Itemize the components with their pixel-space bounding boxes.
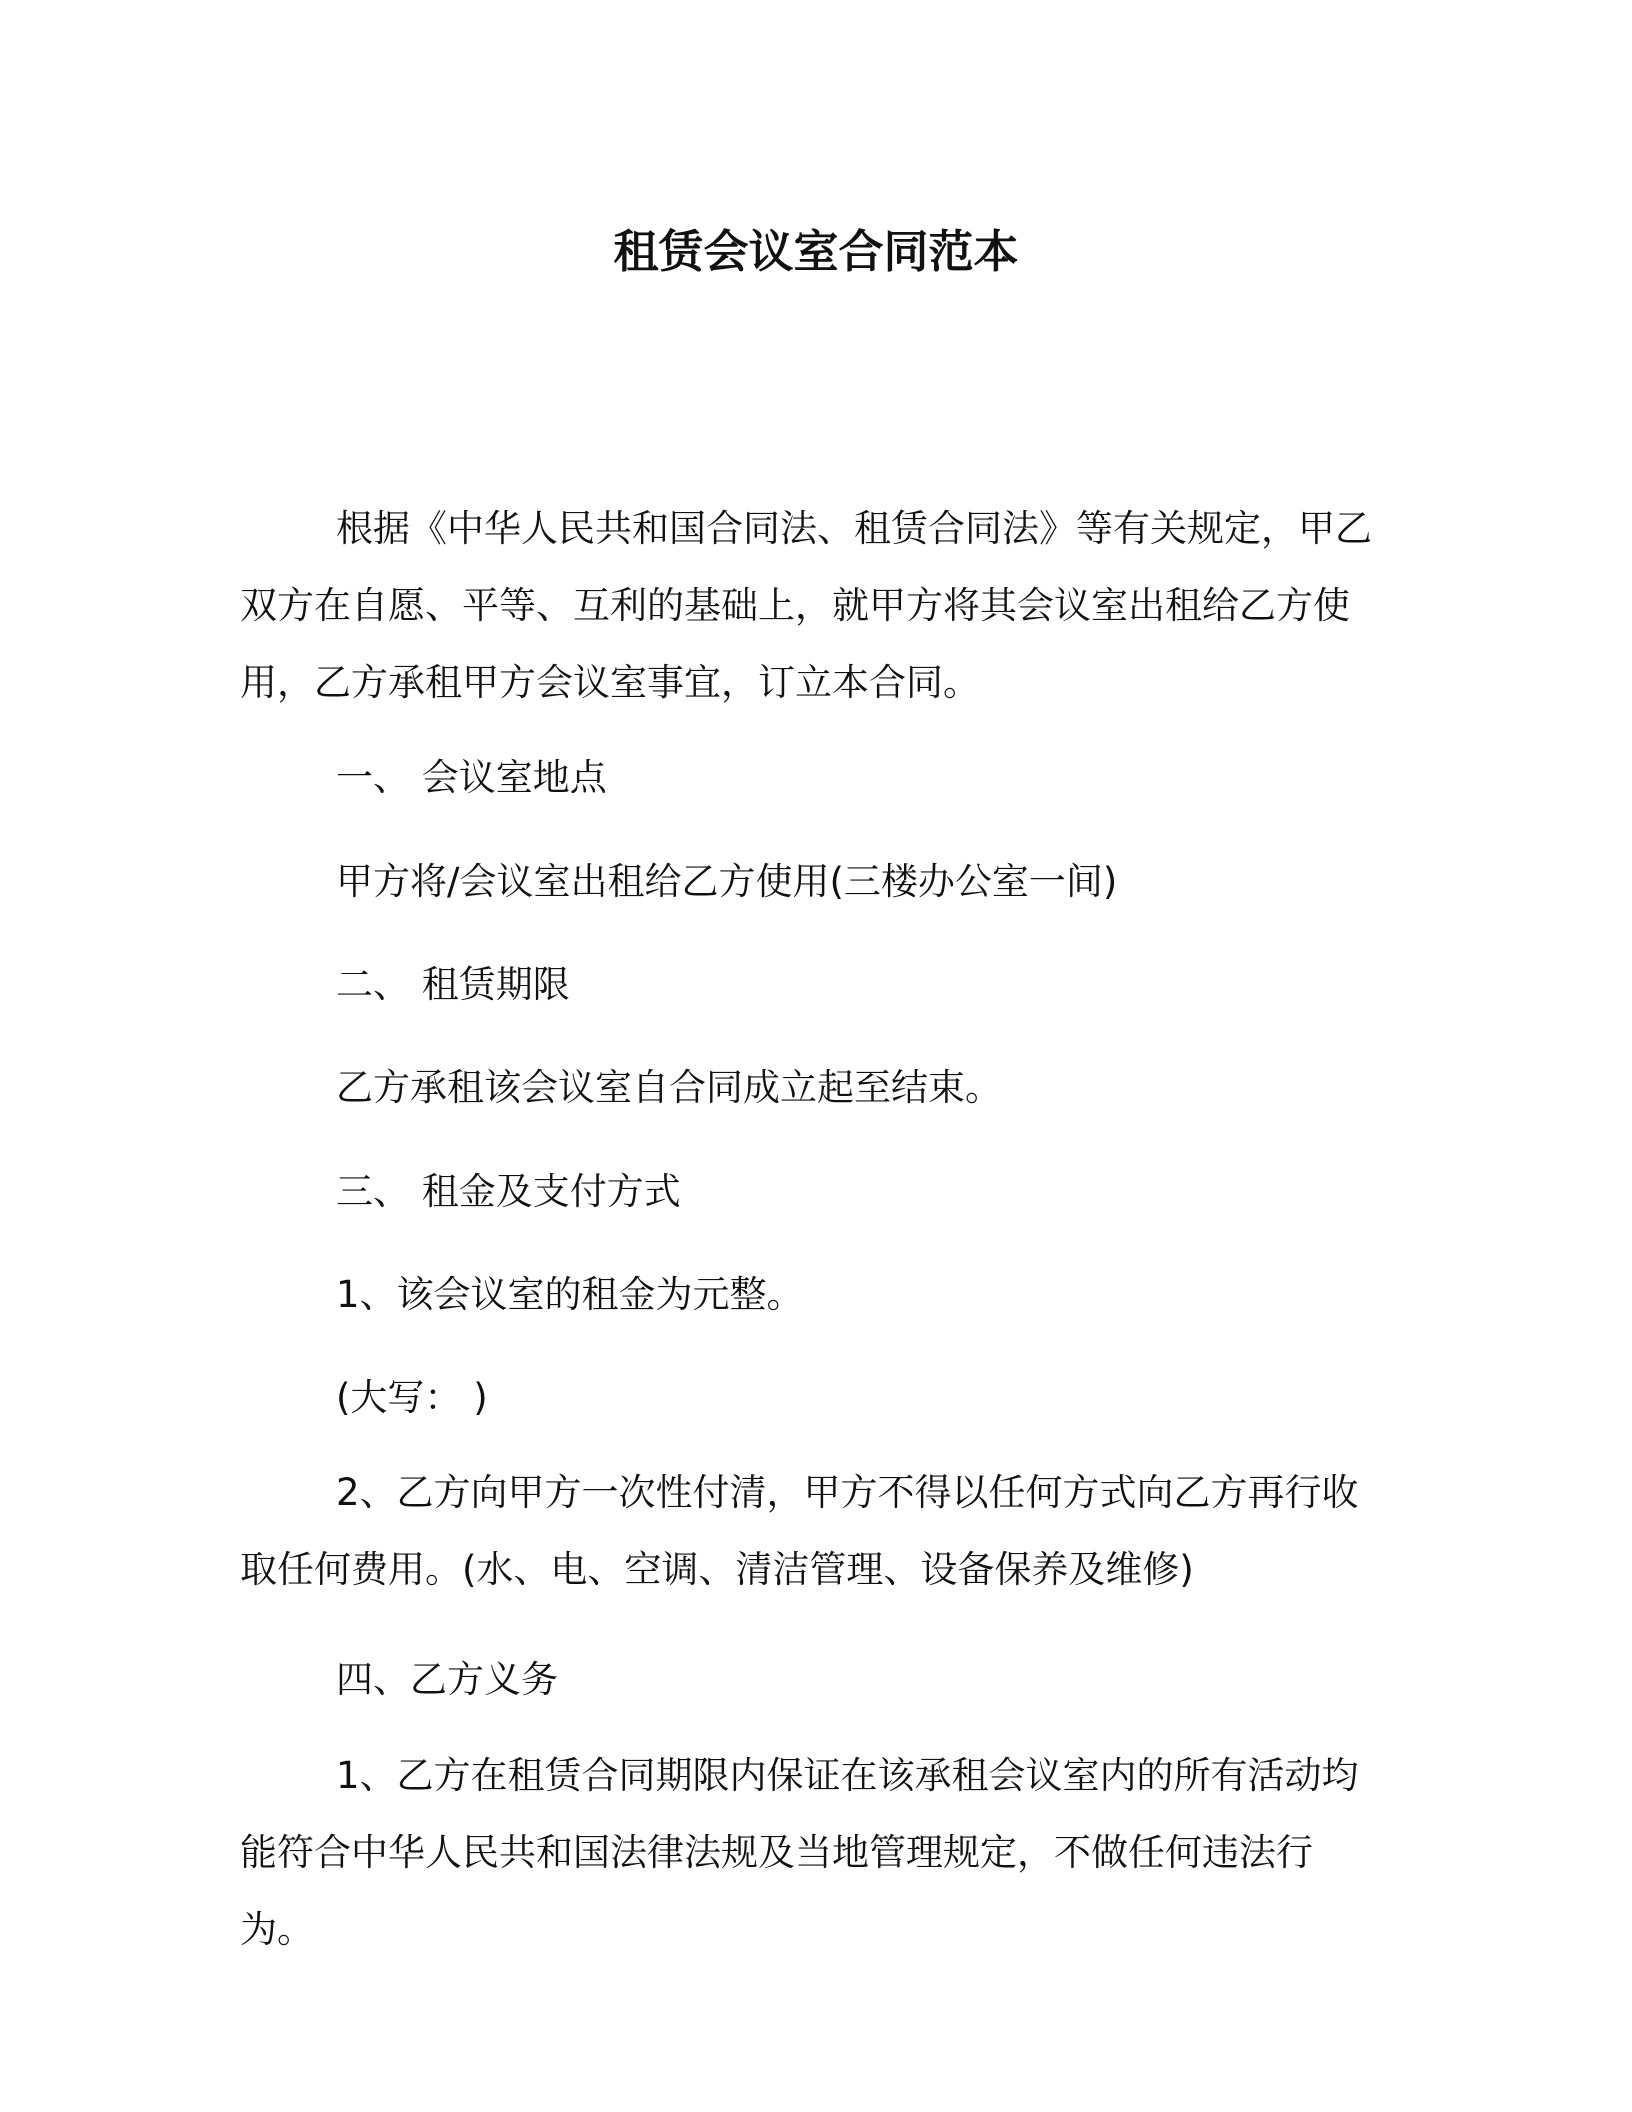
- document-title: 租赁会议室合同范本: [613, 225, 1019, 278]
- rent-item-2: 2、乙方向甲方一次性付清，甲方不得以任何方式向乙方再行收取任何费用。(水、电、空调、清洁管理、设备保养及维修): [240, 1471, 1359, 1591]
- rent-amount-uppercase: (大写： ): [336, 1376, 488, 1419]
- obligation-item-1: 1、乙方在租赁合同期限内保证在该承租会议室内的所有活动均能符合中华人民共和国法律法规及当地管理规定，不做任何违法行为。: [240, 1754, 1359, 1951]
- location-text: 甲方将/会议室出租给乙方使用(三楼办公室一间): [336, 860, 1118, 903]
- rent-item-1: 1、该会议室的租金为元整。: [336, 1273, 804, 1316]
- section-heading-obligations: 四、乙方义务: [336, 1658, 558, 1701]
- section-heading-term: 二、 租赁期限: [336, 963, 570, 1006]
- intro-paragraph: 根据《中华人民共和国合同法、租赁合同法》等有关规定，甲乙双方在自愿、平等、互利的基础上，就甲方将其会议室出租给乙方使用，乙方承租甲方会议室事宜，订立本合同。: [240, 507, 1372, 704]
- term-text: 乙方承租该会议室自合同成立起至结束。: [336, 1066, 1002, 1109]
- section-heading-rent: 三、 租金及支付方式: [336, 1170, 681, 1213]
- section-heading-location: 一、 会议室地点: [336, 756, 607, 799]
